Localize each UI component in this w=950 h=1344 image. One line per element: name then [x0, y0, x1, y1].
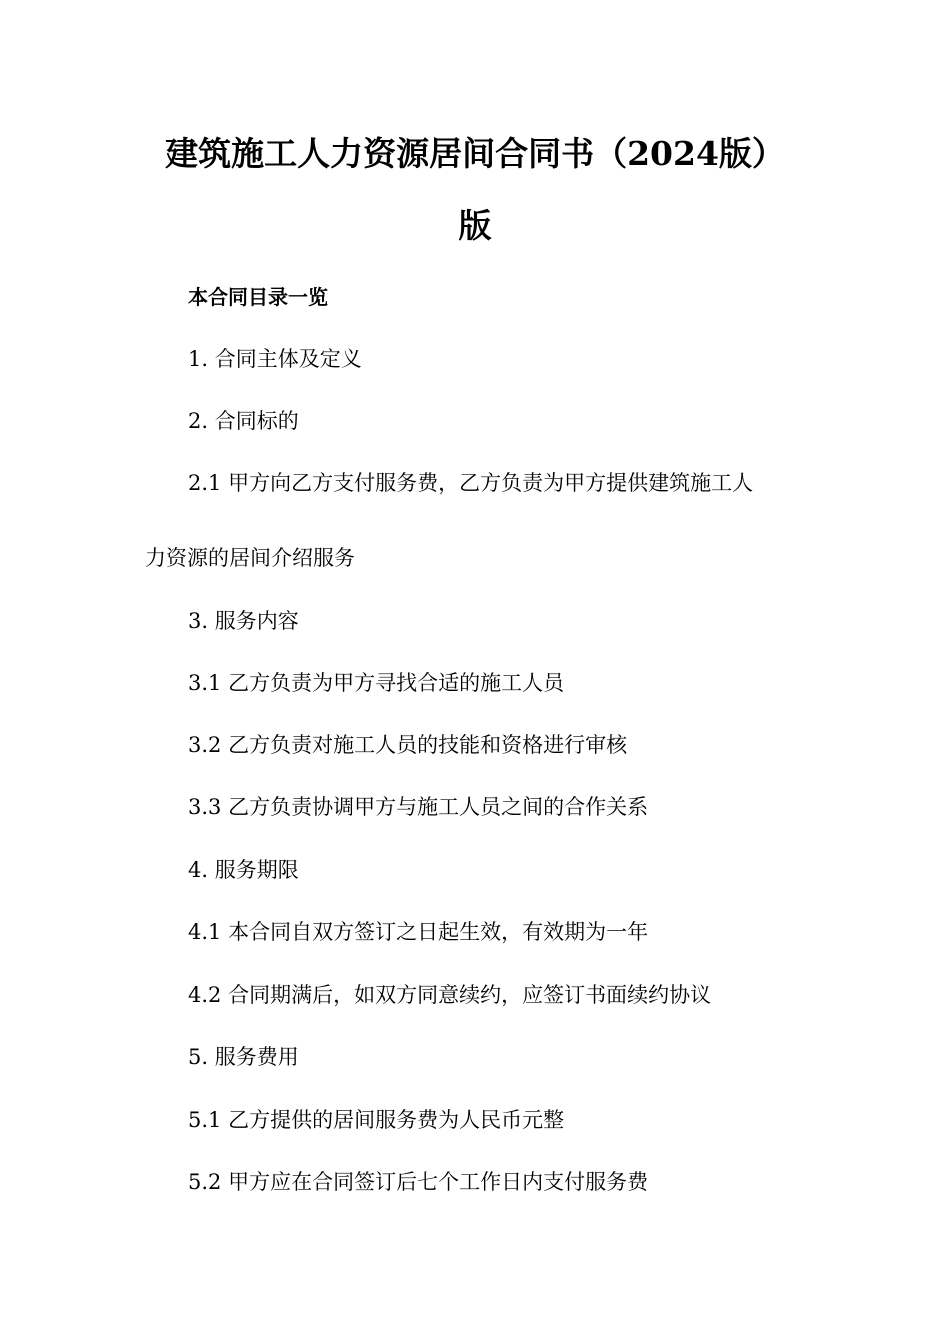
toc-item-3-1: 3.1 乙方负责为甲方寻找合适的施工人员 [188, 671, 565, 695]
toc-item-2-1: 2.1 甲方向乙方支付服务费，乙方负责为甲方提供建筑施工人 [188, 471, 754, 495]
toc-item-5-1: 5.1 乙方提供的居间服务费为人民币元整 [188, 1108, 565, 1132]
toc-item-4-1: 4.1 本合同自双方签订之日起生效，有效期为一年 [188, 920, 649, 944]
toc-heading: 本合同目录一览 [188, 285, 328, 309]
document-title-continuation: 版 [458, 206, 492, 245]
toc-item-3-2: 3.2 乙方负责对施工人员的技能和资格进行审核 [188, 733, 628, 757]
toc-item-3: 3. 服务内容 [188, 609, 299, 633]
toc-item-2: 2. 合同标的 [188, 409, 299, 433]
document-title: 建筑施工人力资源居间合同书（2024版） [165, 134, 785, 173]
toc-item-5-2: 5.2 甲方应在合同签订后七个工作日内支付服务费 [188, 1170, 649, 1194]
toc-item-3-3: 3.3 乙方负责协调甲方与施工人员之间的合作关系 [188, 795, 649, 819]
toc-item-5: 5. 服务费用 [188, 1045, 299, 1069]
toc-item-1: 1. 合同主体及定义 [188, 347, 362, 371]
toc-item-4: 4. 服务期限 [188, 858, 299, 882]
toc-item-2-1-continuation: 力资源的居间介绍服务 [145, 546, 355, 570]
toc-item-4-2: 4.2 合同期满后，如双方同意续约，应签订书面续约协议 [188, 983, 712, 1007]
